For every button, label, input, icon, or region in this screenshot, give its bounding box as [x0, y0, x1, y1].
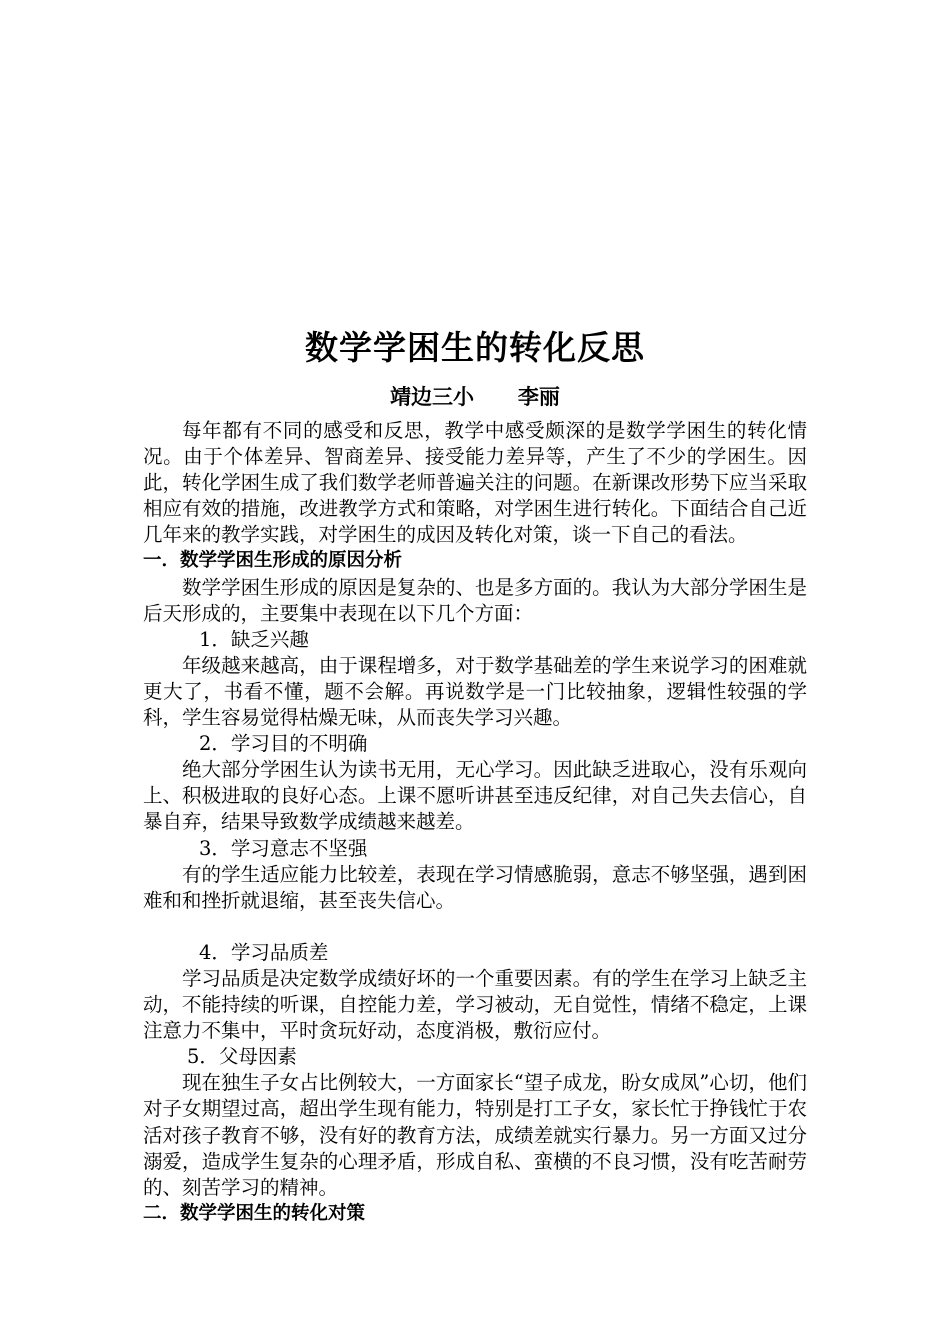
blank-line — [143, 914, 807, 940]
item-5-text: 现在独生子女占比例较大，一方面家长“望子成龙，盼女成凤”心切，他们对子女期望过高，超出学生现有能力，特别是打工子女，家长忙于挣钱忙于农活对孩子教育不够，没有好的教育方法，成绩差就实行暴力。另一方面又过分溺爱，造成学生复杂的心理矛盾，形成自私、蛮横的不良习惯，没有吃苦耐劳的、刻苦学习的精神。 — [143, 1071, 807, 1199]
item-1-heading: 1．缺乏兴趣 — [199, 627, 309, 651]
intro-paragraph: 每年都有不同的感受和反思，教学中感受颇深的是数学学困生的转化情况。由于个体差异、智商差异、接受能力差异等，产生了不少的学困生。因此，转化学困生成了我们数学老师普遍关注的问题。在新课改形势下应当采取相应有效的措施，改进教学方式和策略，对学困生进行转化。下面结合自己近几年来的教学实践，对学困生的成因及转化对策，谈一下自己的看法。 — [143, 419, 807, 547]
author-line: 靖边三小 李丽 — [390, 385, 560, 409]
item-2-heading: 2．学习目的不明确 — [199, 732, 368, 756]
section-1-heading: 一．数学学困生形成的原因分析 — [143, 550, 403, 572]
item-4-heading: 4．学习品质差 — [199, 940, 329, 964]
item-3-heading: 3．学习意志不坚强 — [199, 836, 368, 860]
document-title: 数学学困生的转化反思 — [305, 328, 645, 367]
item-3-text: 有的学生适应能力比较差，表现在学习情感脆弱，意志不够坚强，遇到困难和和挫折就退缩，甚至丧失信心。 — [143, 862, 807, 912]
item-2-text: 绝大部分学困生认为读书无用，无心学习。因此缺乏进取心，没有乐观向上、积极进取的良好心态。上课不愿听讲甚至违反纪律，对自己失去信心，自暴自弃，结果导致数学成绩越来越差。 — [143, 758, 807, 834]
section-1-intro: 数学学困生形成的原因是复杂的、也是多方面的。我认为大部分学困生是后天形成的，主要集中表现在以下几个方面： — [143, 575, 807, 625]
section-2-heading: 二．数学学困生的转化对策 — [143, 1202, 366, 1224]
item-4-text: 学习品质是决定数学成绩好坏的一个重要因素。有的学生在学习上缺乏主动，不能持续的听课，自控能力差，学习被动，无自觉性，情绪不稳定，上课注意力不集中，平时贪玩好动，态度消极，敷衍应付。 — [143, 966, 807, 1043]
item-5-heading: 5．父母因素 — [187, 1045, 297, 1069]
item-1-text: 年级越来越高，由于课程增多，对于数学基础差的学生来说学习的困难就更大了，书看不懂，题不会解。再说数学是一门比较抽象，逻辑性较强的学科，学生容易觉得枯燥无味，从而丧失学习兴趣。 — [143, 653, 807, 730]
document-body — [143, 418, 807, 1227]
